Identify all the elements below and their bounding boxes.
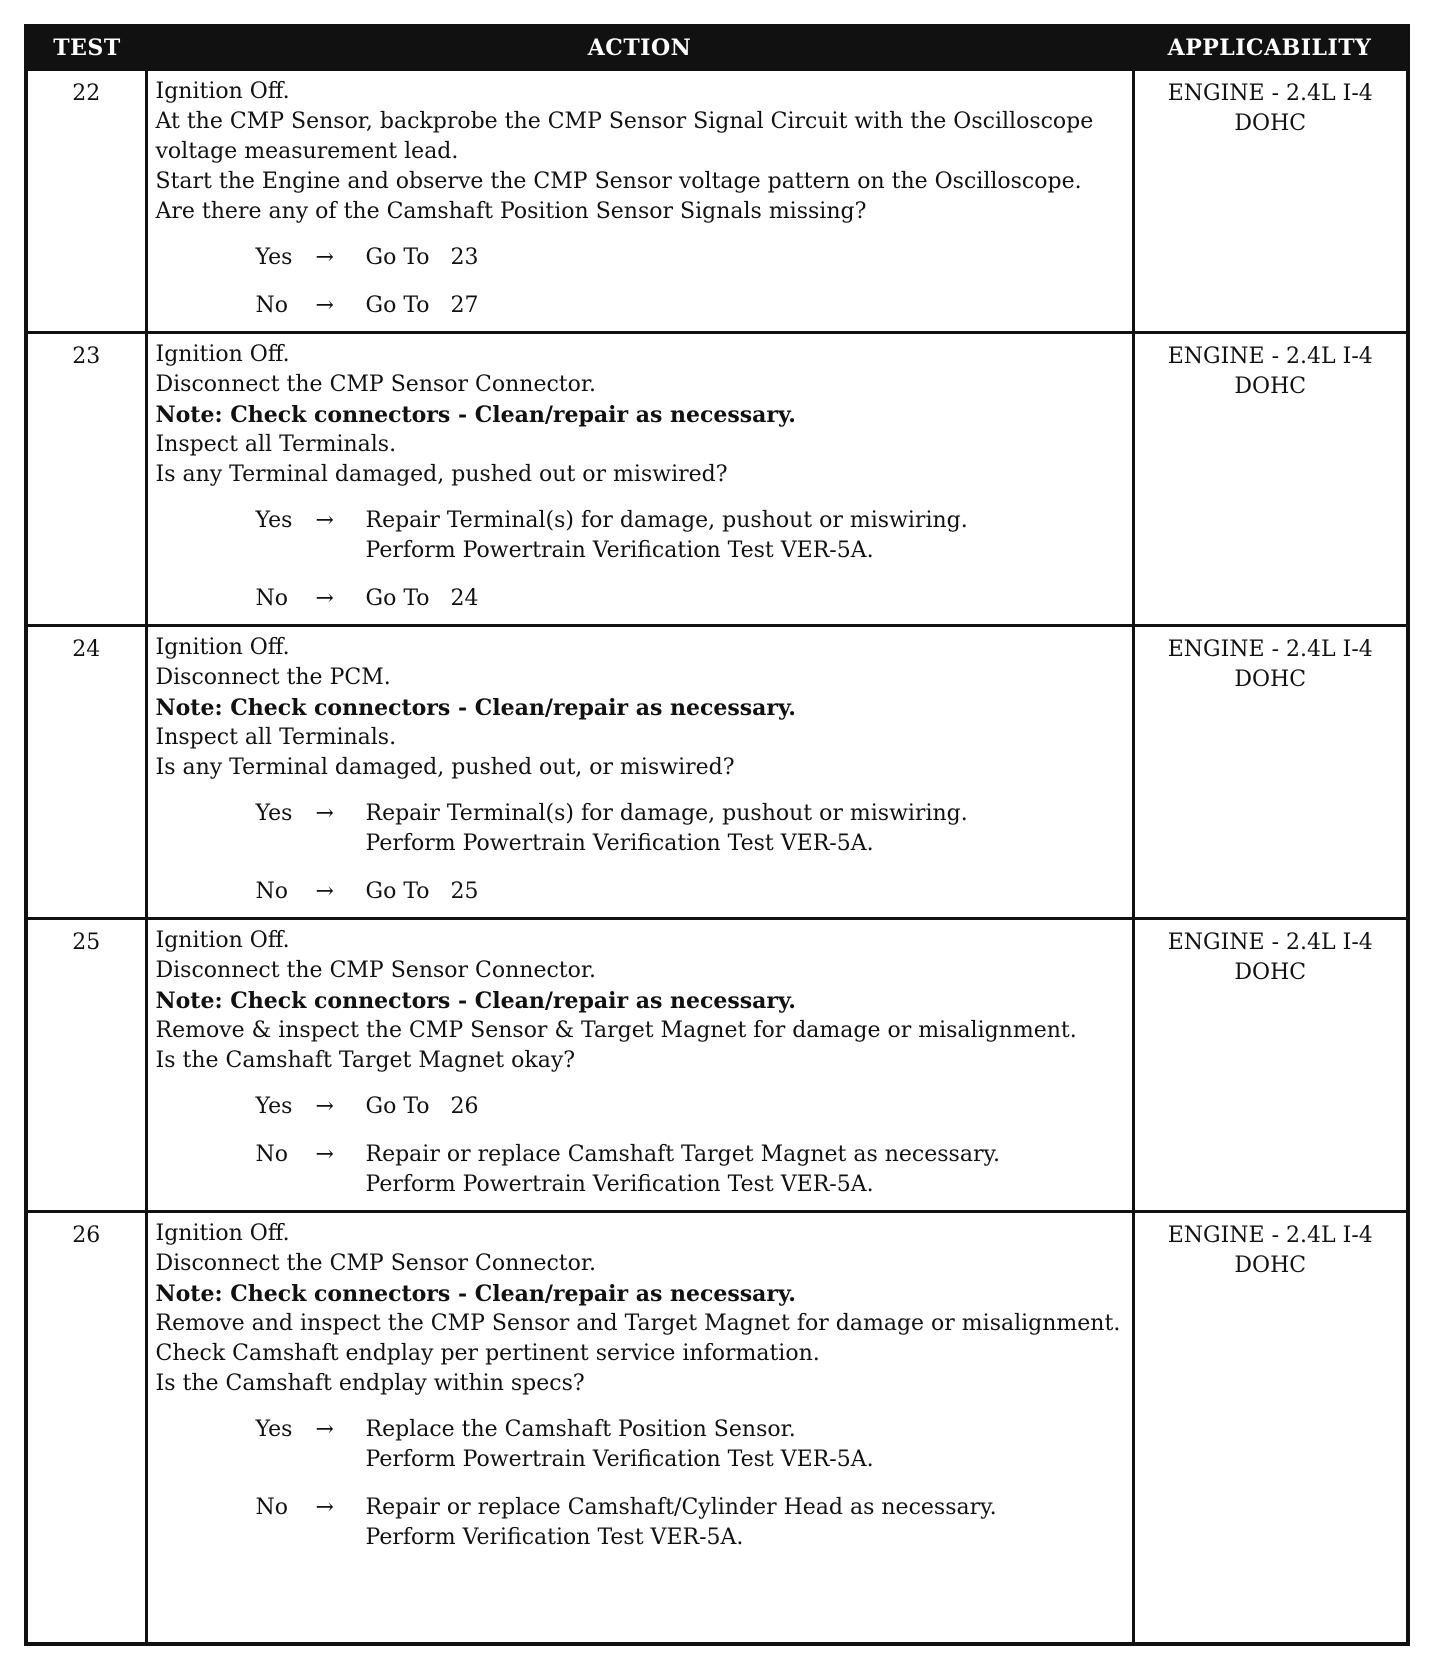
action-cell [146,626,1133,919]
applicability-type: DOHC [1234,960,1307,985]
outcome-no [256,291,1124,321]
action-cell [146,919,1133,1212]
arrow-right-icon: → [315,1417,334,1442]
applicability-cell [1133,333,1408,626]
applicability-engine: ENGINE - 2.4L I-4 [1167,344,1373,369]
action-cell [146,1212,1133,1645]
instruction-line: Is any Terminal damaged, pushed out or miswired? [155,462,728,487]
instruction-line: Start the Engine and observe the CMP Sensor voltage pattern on the Oscilloscope. [155,169,1082,194]
outcomes [256,799,1124,907]
outcome-text: Repair Terminal(s) for damage, pushout or miswiring. [365,508,968,533]
instruction-line: Is the Camshaft Target Magnet okay? [155,1048,576,1073]
table-row [26,1212,1408,1645]
arrow-right-icon: → [315,1495,334,1520]
applicability-engine: ENGINE - 2.4L I-4 [1167,81,1373,106]
outcome-no [256,1493,1124,1553]
outcome-label: Yes [255,508,293,533]
outcome-label: Yes [255,1417,293,1442]
test-number: 25 [26,919,146,1212]
outcome-no [256,584,1124,614]
test-number: 24 [26,626,146,919]
arrow-right-icon: → [315,293,334,318]
instruction-line: Ignition Off. [155,928,290,953]
outcome-text: Replace the Camshaft Position Sensor. [365,1417,796,1442]
diagnostic-test-table [24,24,1410,1646]
outcome-label: No [255,1495,288,1520]
outcome-text: Perform Verification Test VER-5A. [365,1525,744,1550]
applicability-cell [1133,919,1408,1212]
header-action: ACTION [146,26,1133,70]
note-line: Note: Check connectors - Clean/repair as necessary. [155,1281,796,1307]
applicability-engine: ENGINE - 2.4L I-4 [1167,930,1373,955]
outcome-text: Perform Powertrain Verification Test VER-5A. [365,1447,874,1472]
outcome-label: Yes [255,801,293,826]
applicability-engine: ENGINE - 2.4L I-4 [1167,637,1373,662]
instruction-line: Are there any of the Camshaft Position Sensor Signals missing? [155,199,867,224]
action-cell [146,333,1133,626]
arrow-right-icon: → [315,801,334,826]
note-line: Note: Check connectors - Clean/repair as necessary. [155,988,796,1014]
outcome-label: Yes [255,245,293,270]
instruction-line: Ignition Off. [155,342,290,367]
outcome-yes [256,799,1124,859]
outcome-yes [256,243,1124,273]
instruction-line: Check Camshaft endplay per pertinent service information. [155,1341,820,1366]
instruction-line: Is any Terminal damaged, pushed out, or miswired? [155,755,735,780]
note-line: Note: Check connectors - Clean/repair as necessary. [155,402,796,428]
instruction-line: Disconnect the PCM. [155,665,391,690]
instruction-line: At the CMP Sensor, backprobe the CMP Sensor Signal Circuit with the Oscilloscope voltage measurement lead. [155,109,1101,164]
test-number: 22 [26,70,146,333]
instruction-line: Disconnect the CMP Sensor Connector. [155,1251,596,1276]
outcome-no [256,877,1124,907]
applicability-type: DOHC [1234,374,1307,399]
outcome-no [256,1140,1124,1200]
table-row [26,70,1408,333]
note-line: Note: Check connectors - Clean/repair as necessary. [155,695,796,721]
outcomes [256,506,1124,614]
table-row [26,626,1408,919]
outcome-label: No [255,879,288,904]
outcomes [256,1092,1124,1200]
instruction-line: Ignition Off. [155,79,290,104]
applicability-cell [1133,70,1408,333]
outcome-text: Repair or replace Camshaft/Cylinder Head as necessary. [365,1495,997,1520]
arrow-right-icon: → [315,508,334,533]
instruction-line: Ignition Off. [155,1221,290,1246]
instruction-line: Remove and inspect the CMP Sensor and Target Magnet for damage or misalignment. [155,1311,1121,1336]
outcome-yes [256,1415,1124,1475]
applicability-type: DOHC [1234,1253,1307,1278]
action-cell [146,70,1133,333]
table-row [26,919,1408,1212]
instruction-line: Remove & inspect the CMP Sensor & Target Magnet for damage or misalignment. [155,1018,1077,1043]
arrow-right-icon: → [315,586,334,611]
instruction-line: Ignition Off. [155,635,290,660]
arrow-right-icon: → [315,245,334,270]
outcome-text: Perform Powertrain Verification Test VER-5A. [365,1172,874,1197]
outcome-text: Go To 26 [365,1094,479,1119]
table-body [26,70,1408,1645]
outcome-yes [256,1092,1124,1122]
table-row [26,333,1408,626]
instruction-line: Inspect all Terminals. [155,725,397,750]
outcome-text: Go To 24 [365,586,479,611]
outcome-label: Yes [255,1094,293,1119]
instruction-line: Is the Camshaft endplay within specs? [155,1371,585,1396]
applicability-type: DOHC [1234,111,1307,136]
instruction-line: Disconnect the CMP Sensor Connector. [155,372,596,397]
test-number: 26 [26,1212,146,1645]
outcomes [256,243,1124,321]
outcome-label: No [255,586,288,611]
outcomes [256,1415,1124,1553]
outcome-text: Repair or replace Camshaft Target Magnet as necessary. [365,1142,1000,1167]
outcome-text: Perform Powertrain Verification Test VER-5A. [365,831,874,856]
outcome-yes [256,506,1124,566]
test-number: 23 [26,333,146,626]
outcome-text: Repair Terminal(s) for damage, pushout or miswiring. [365,801,968,826]
instruction-line: Disconnect the CMP Sensor Connector. [155,958,596,983]
applicability-cell [1133,1212,1408,1645]
table-header [26,26,1408,70]
outcome-text: Perform Powertrain Verification Test VER-5A. [365,538,874,563]
outcome-text: Go To 23 [365,245,479,270]
diagnostic-page [24,24,1406,1646]
arrow-right-icon: → [315,1142,334,1167]
header-test: TEST [26,26,146,70]
arrow-right-icon: → [315,1094,334,1119]
outcome-text: Go To 25 [365,879,479,904]
header-applicability: APPLICABILITY [1133,26,1408,70]
applicability-engine: ENGINE - 2.4L I-4 [1167,1223,1373,1248]
arrow-right-icon: → [315,879,334,904]
outcome-label: No [255,1142,288,1167]
applicability-type: DOHC [1234,667,1307,692]
instruction-line: Inspect all Terminals. [155,432,397,457]
applicability-cell [1133,626,1408,919]
outcome-text: Go To 27 [365,293,479,318]
outcome-label: No [255,293,288,318]
